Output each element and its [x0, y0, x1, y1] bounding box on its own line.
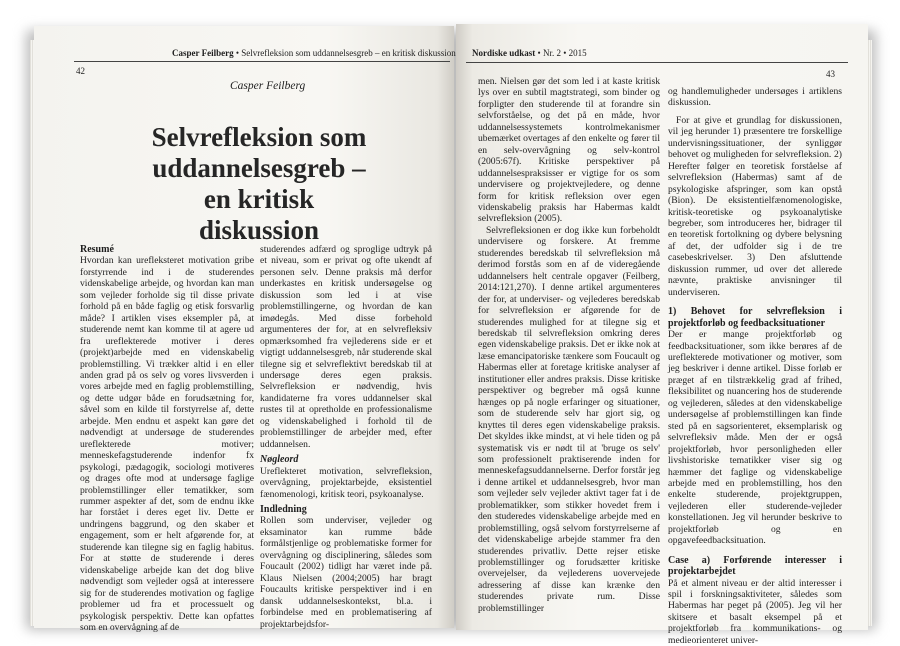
section-heading: 1) Behovet for selvrefleksion i projektforløb og feedbacksituationer — [668, 306, 842, 329]
resume-continued: studerendes adfærd og sproglige udtryk på et niveau, som er privat og ofte ukendt af personen selv. Denne praksis må derfor underkastes en kritisk undersøgelse og diskussion som led i at vise problemstillingerne, og hvordan de kan imødegås. Med disse forbehold argumenteres der for, at en selvrefleksiv opmærksomhed fra vejlederens side er et vigtigt uddannelsesgreb, når studerende skal tilegne sig et selvreflektivt beredskab til at undersøge deres egen praksis. Selvrefleksion er nødvendig, hvis kandidaterne fra vores uddannelser skal rustes til at opretholde en professionalisme og videnskabelighed i forhold til de problemstillinger de arbejder med, efter uddannelsen. — [260, 244, 432, 450]
resume-text: Hvordan kan urefleksteret motivation gribe forstyrrende ind i de studerendes videnskabelige arbejde, og hvordan kan man som vejleder forholde sig til disse private forhold på en både faglig og etisk forsvarlig måde? I artiklen vises eksempler på, at studerende nemt kan komme til at agere ud fra ureflekterede motiver i deres (projekt)arbejde med en videnskabelig problemstilling. Vi trækker altid i en eller anden grad på os selv og vores livsverden i vores arbejde med en faglig problemstilling, og dette udgør både en forudsætning for, såvel som en kilde til forstyrrelse af, dette arbejde. Men endnu et aspekt kan gøre det nødvendigt at undersøge de studerendes ureflekterede motiver; menneskefagstuderende indenfor fx psykologi, pædagogik, sociologi motiveres og drages ofte mod at undersøge faglige problemstillinger eller tematikker, som rummer aspekter af det, som de endnu ikke har forstået i deres eget liv. Dette er undringens baggrund, og den skaber et engagement, som er helt afgørende for, at studerende kan tilegne sig en faglig habitus. For at støtte de studerende i deres videnskabelige arbejde kan det dog blive nødvendigt som vejleder også at interessere sig for de studerendes motivation og faglige problemer ud fra et processuelt og psykologisk perspektiv. Dette kan opfattes som en overvågning af de — [80, 255, 254, 633]
running-head-separator-2: • — [563, 48, 567, 58]
paragraph: men. Nielsen gør det som led i at kaste kritisk lys over en subtil magtstrategi, som binder og forpligter den studerende til at forandre sin selvforståelse, og det på en måde, hvor uddannelsessystemets kontrolmekanismer ubemærket overtages af den enkelte og fører til en selv-overvågning og selv-kontrol (2005:67f). Kritiske perspektiver på uddannelsespraksisser er vigtige for os som undervisere og projektvejledere, og denne form for kritisk refleksion over egen videnskabelig praksis har Habermas kaldt selvrefleksion (2005). — [478, 76, 660, 225]
header-rule — [466, 62, 848, 63]
article-title: Selvrefleksion som uddannelsesgreb – en kritisk diskussion — [151, 122, 367, 245]
paragraph: Der er mange projektforløb og feedbacksituationer, som ikke berøres af de ureflekterede motivationer og motiver, som jeg beskriver i denne artikel. Disse forløb er præget af en tilstrækkelig grad af frihed, fleksibilitet og nuancering hos de studerende og vejlederen, således at den videnskabelige undersøgelse af problemstillingen kan finde sted på en sagsorienteret, eksemplarisk og selvrefleksiv måde. Men der er også projektforløb, hvor personligheden eller livshistoriske tematikker viser sig og hæmmer det faglige og videnskabelige arbejde med en problemstilling, hos den enkelte studerende, projektgruppen, vejlederen eller studerende-vejleder konstellationen. Jeg vil herunder beskrive to projektforløb og en opgavefeedbacksituation. — [668, 329, 842, 547]
intro-heading: Indledning — [260, 503, 307, 515]
paragraph: og handlemuligheder undersøges i artiklens diskussion. — [668, 86, 842, 109]
running-head-year: 2015 — [568, 48, 587, 58]
left-page — [34, 26, 456, 633]
running-head-author: Casper Feilberg — [172, 48, 234, 58]
left-running-head — [172, 48, 456, 58]
keywords-heading: Nøgleord — [260, 454, 299, 466]
resume-heading: Resumé — [80, 244, 114, 255]
right-column-2 — [668, 86, 842, 646]
right-page — [456, 24, 868, 646]
case-heading: Case a) Forførende interesser i projektarbejdet — [668, 554, 842, 578]
page-number: 43 — [826, 69, 835, 79]
author-name: Casper Feilberg — [230, 80, 306, 92]
header-rule — [74, 61, 450, 62]
paragraph: For at give et grundlag for diskussionen, vil jeg herunder 1) præsentere tre forskellige undervisningssituationer, der synliggør behovet og muligheden for selvrefleksion. 2) Herefter følger en teoretisk forståelse af selvrefleksion (Habermas) samt af de psykologiske afspringer, som kan opstå (Bion). De eksistentielfænomenologiske, kritisk-teoretiske og psykoanalytiske begreber, som introduceres her, bidrager til en teoretisk fortolkning og dybere belysning af det, der udfolder sig i de tre casebeskrivelser. 3) Den afsluttende diskussion rummer, ud over det allerede nævnte, praktiske anvisninger til underviseren. — [668, 114, 842, 298]
running-head-journal: Nordiske udkast — [472, 48, 536, 58]
right-running-head — [472, 48, 587, 58]
left-column-2 — [260, 244, 432, 630]
left-column-1 — [80, 244, 254, 633]
paragraph: Selvrefleksionen er dog ikke kun forbeholdt undervisere og forskere. At fremme studerendes beredskab til selvrefleksion må derimod forstås som en af de videregående uddannelsers helt centrale opgaver (Feilberg, 2014:121,270). I denne artikel argumenteres der for, at underviser- og vejlederes beredskab for selvrefleksion er afgørende for de studerendes mulighed for at tilegne sig et beredskab til selvrefleksion omkring deres egen videnskabelige praksis. Det er ikke nok at læse emancipatoriske tænkere som Foucault og Habermas eller at foretage kritiske analyser af institutioner eller andres praksis. Disse kritiske perspektiver og begreber må også kunne hænges op på nogle erfaringer og situationer, som de studerende selv har gjort sig, og knyttes til deres egen videnskabelige praksis. Det skyldes ikke mindst, at vi hele tiden og på systematisk vis er nødt til at 'bruge os selv' som professionelt praktiserende inden for menneskefagsuddannelserne. Derfor forstår jeg i denne artikel et uddannelsesgreb, hvor man som vejleder selv vejleder aktivt tager fat i de problematikker, som stikker hovedet frem i den studeredes videnskabelige arbejde med en problemstilling, også selvom forstyrrelserne af det videnskabelige arbejde stammer fra den studerendes privatliv. Dette rejser etiske problemstillinger og forudsætter kritiske overvejelser, da vejlederens uovervejede adressering af disse kan krænke den studerendes private rum. Disse problemstillinger — [478, 224, 660, 614]
running-head-title: Selvrefleksion som uddannelsesgreb – en kritisk diskussion — [241, 48, 456, 58]
running-head-separator: • — [235, 48, 239, 58]
paragraph: På et alment niveau er der altid interesser i spil i forskningsaktiviteter, således som Habermas har peget på (2005). Jeg vil her skitsere et basalt eksempel på et projektforløb fra kommunikations- og medieorienteret univer- — [668, 577, 842, 646]
intro-text: Rollen som underviser, vejleder og eksaminator kan rumme både formålstjenlige og problematiske former for overvågning og disciplinering, således som Foucault (2002) tidligt har været inde på. Klaus Nielsen (2004;2005) har bragt Foucaults kritiske perspektiver ind i en dansk uddannelseskontekst, bl.a. i forbindelse med en problematisering af projektarbejdsfor- — [260, 515, 432, 630]
running-head-separator: • — [537, 48, 541, 58]
keywords-text: Ureflekteret motivation, selvrefleksion, overvågning, projektarbejde, eksistentiel fænomenologi, kritisk teori, psykoanalyse. — [260, 465, 432, 500]
running-head-issue: Nr. 2 — [542, 48, 561, 58]
page-number: 42 — [76, 66, 85, 76]
right-column-1 — [478, 76, 660, 614]
